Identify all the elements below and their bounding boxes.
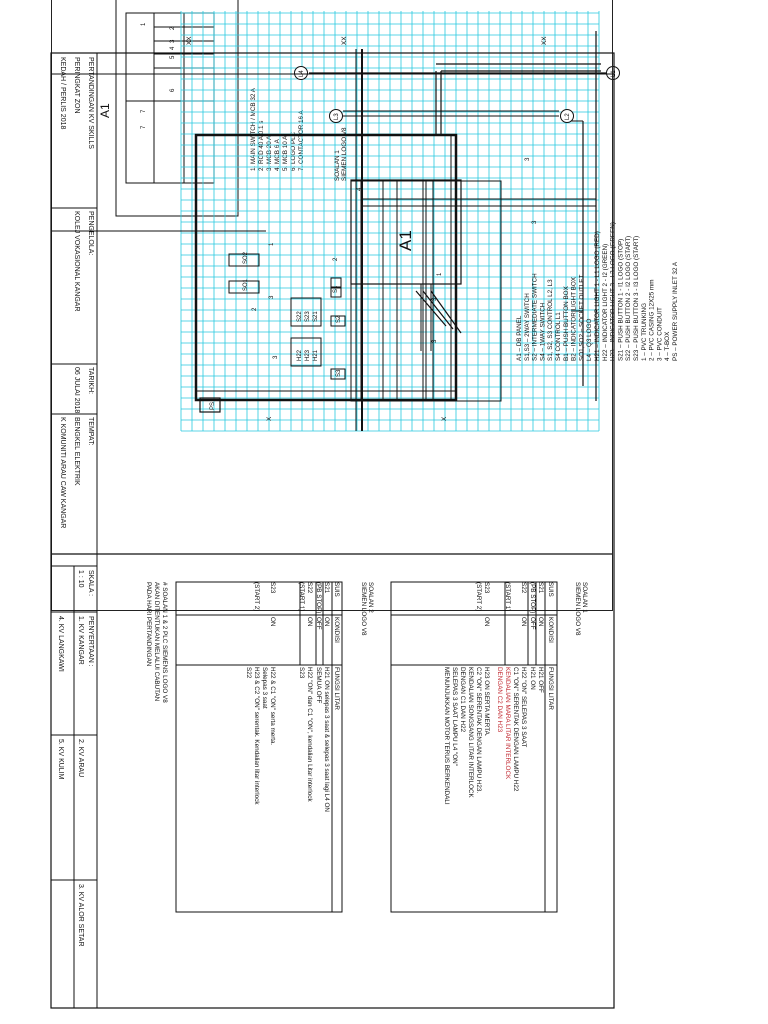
svg-text:H22: H22 <box>297 349 303 361</box>
sheet-border <box>51 0 613 611</box>
legend-item: 2 – PVC CASING 12X25 mm <box>648 279 656 361</box>
svg-text:2: 2 <box>252 307 258 311</box>
svg-text:XX: XX <box>541 36 548 45</box>
svg-text:7: 7 <box>141 125 147 129</box>
legend-item: 1 – PVC TRUNKING <box>640 303 648 361</box>
svg-text:3: 3 <box>170 39 176 43</box>
svg-text:3: 3 <box>525 157 531 161</box>
legend-item: B1 – PUSH BUTTON BOX <box>562 286 570 361</box>
svg-text:XX: XX <box>186 36 193 45</box>
svg-text:S21: S21 <box>313 311 319 322</box>
legend-item: S4 – 1WAY SWITCH <box>539 302 547 361</box>
svg-text:L3: L3 <box>334 113 340 120</box>
svg-text:7: 7 <box>141 109 147 113</box>
svg-text:L1: L1 <box>611 70 617 77</box>
svg-text:SIEMEN LOGO V8: SIEMEN LOGO V8 <box>341 127 348 181</box>
ps-label: PS <box>210 401 216 410</box>
svg-text:X: X <box>266 416 273 421</box>
svg-text:S22: S22 <box>297 311 303 322</box>
svg-text:3: 3 <box>532 220 538 224</box>
svg-text:SOALAN 1: SOALAN 1 <box>334 150 341 181</box>
svg-text:3. MCB 20 A: 3. MCB 20 A <box>266 135 273 171</box>
panel-a1-label: A1 <box>396 230 415 251</box>
svg-text:1: 1 <box>269 242 275 246</box>
svg-text:7. CONTACTOR 16 A: 7. CONTACTOR 16 A <box>298 110 305 171</box>
svg-text:2: 2 <box>333 257 339 261</box>
svg-text:H23: H23 <box>305 349 311 361</box>
legend-item: S1,S3 – 2WAY SWITCH <box>523 293 531 361</box>
legend-item: S23 – PUSH BUTTON 3 - I3 LOGO (START) <box>633 235 640 361</box>
legend-item: SO1,SO2 – SOCKET OUTLET <box>578 274 586 361</box>
svg-text:X: X <box>441 416 448 421</box>
db-box-label: A1 <box>98 103 112 118</box>
legend-item: S21 – PUSH BUTTON 1 - I1 LOGO (STOP) <box>617 238 625 361</box>
svg-text:6. LOGO PLC: 6. LOGO PLC <box>290 131 297 171</box>
legend-item: S2 – INTERMEDIATE SWITCH <box>531 273 539 361</box>
svg-text:3: 3 <box>273 355 279 359</box>
rotated-drawing-sheet <box>51 0 679 611</box>
svg-text:S23: S23 <box>305 311 311 322</box>
svg-text:4. MCB 6 A: 4. MCB 6 A <box>274 139 281 171</box>
svg-text:6: 6 <box>170 88 176 92</box>
legend-item: S22 – PUSH BUTTON 2 - I2 LOGO (START) <box>625 235 633 361</box>
legend-item: H22 – INDICATOR LIGHT 2 - I2 (GREEN) <box>601 243 609 361</box>
svg-text:3: 3 <box>432 297 438 301</box>
legend-item: S4 CONTROL L1 <box>555 312 562 361</box>
legend-item: H23 – INDICATOR LIGHT 3 - L3 LOGO (GREEN) <box>609 222 617 361</box>
svg-text:L4: L4 <box>299 70 305 77</box>
svg-text:SO2: SO2 <box>243 251 249 264</box>
svg-text:3: 3 <box>269 295 275 299</box>
svg-text:SO1: SO1 <box>243 278 249 291</box>
svg-text:4: 4 <box>170 46 176 50</box>
svg-text:S3: S3 <box>336 369 342 377</box>
svg-text:2: 2 <box>170 26 176 30</box>
svg-text:S2: S2 <box>336 315 342 323</box>
svg-text:2. RCD 40 A/0.1 s: 2. RCD 40 A/0.1 s <box>258 120 265 171</box>
legend-item: 4 – T-BOX <box>664 331 672 361</box>
svg-text:1: 1 <box>141 22 147 26</box>
svg-text:3: 3 <box>432 339 438 343</box>
legend-item: L4 – Q3 LOGO <box>586 318 594 361</box>
svg-text:1. MAIN SWITCH / MCB 32 A: 1. MAIN SWITCH / MCB 32 A <box>250 88 257 171</box>
legend-item: H21 – INDICATOR LIGHT 1 - L1 LOGO (RED) <box>594 231 601 361</box>
svg-text:L2: L2 <box>565 113 571 120</box>
legend-item: S1, S2, S3 CONTROL L2, L3 <box>547 279 555 361</box>
legend-item: A1 – DB PANEL <box>516 315 523 361</box>
svg-text:S1: S1 <box>333 285 339 293</box>
svg-text:5: 5 <box>170 55 176 59</box>
svg-text:XX: XX <box>341 36 348 45</box>
svg-text:1: 1 <box>437 272 443 276</box>
legend-item: 3 – PVC CONDUIT <box>656 307 664 361</box>
legend-item: PS – POWER SUPPLY INLET 32 A <box>672 261 679 361</box>
svg-text:H21: H21 <box>313 349 319 361</box>
svg-text:5. MCB 10 A: 5. MCB 10 A <box>282 135 289 171</box>
svg-text:4: 4 <box>357 187 363 191</box>
legend-item: B2 – INDICATOR LIGHT BOX <box>570 277 578 361</box>
